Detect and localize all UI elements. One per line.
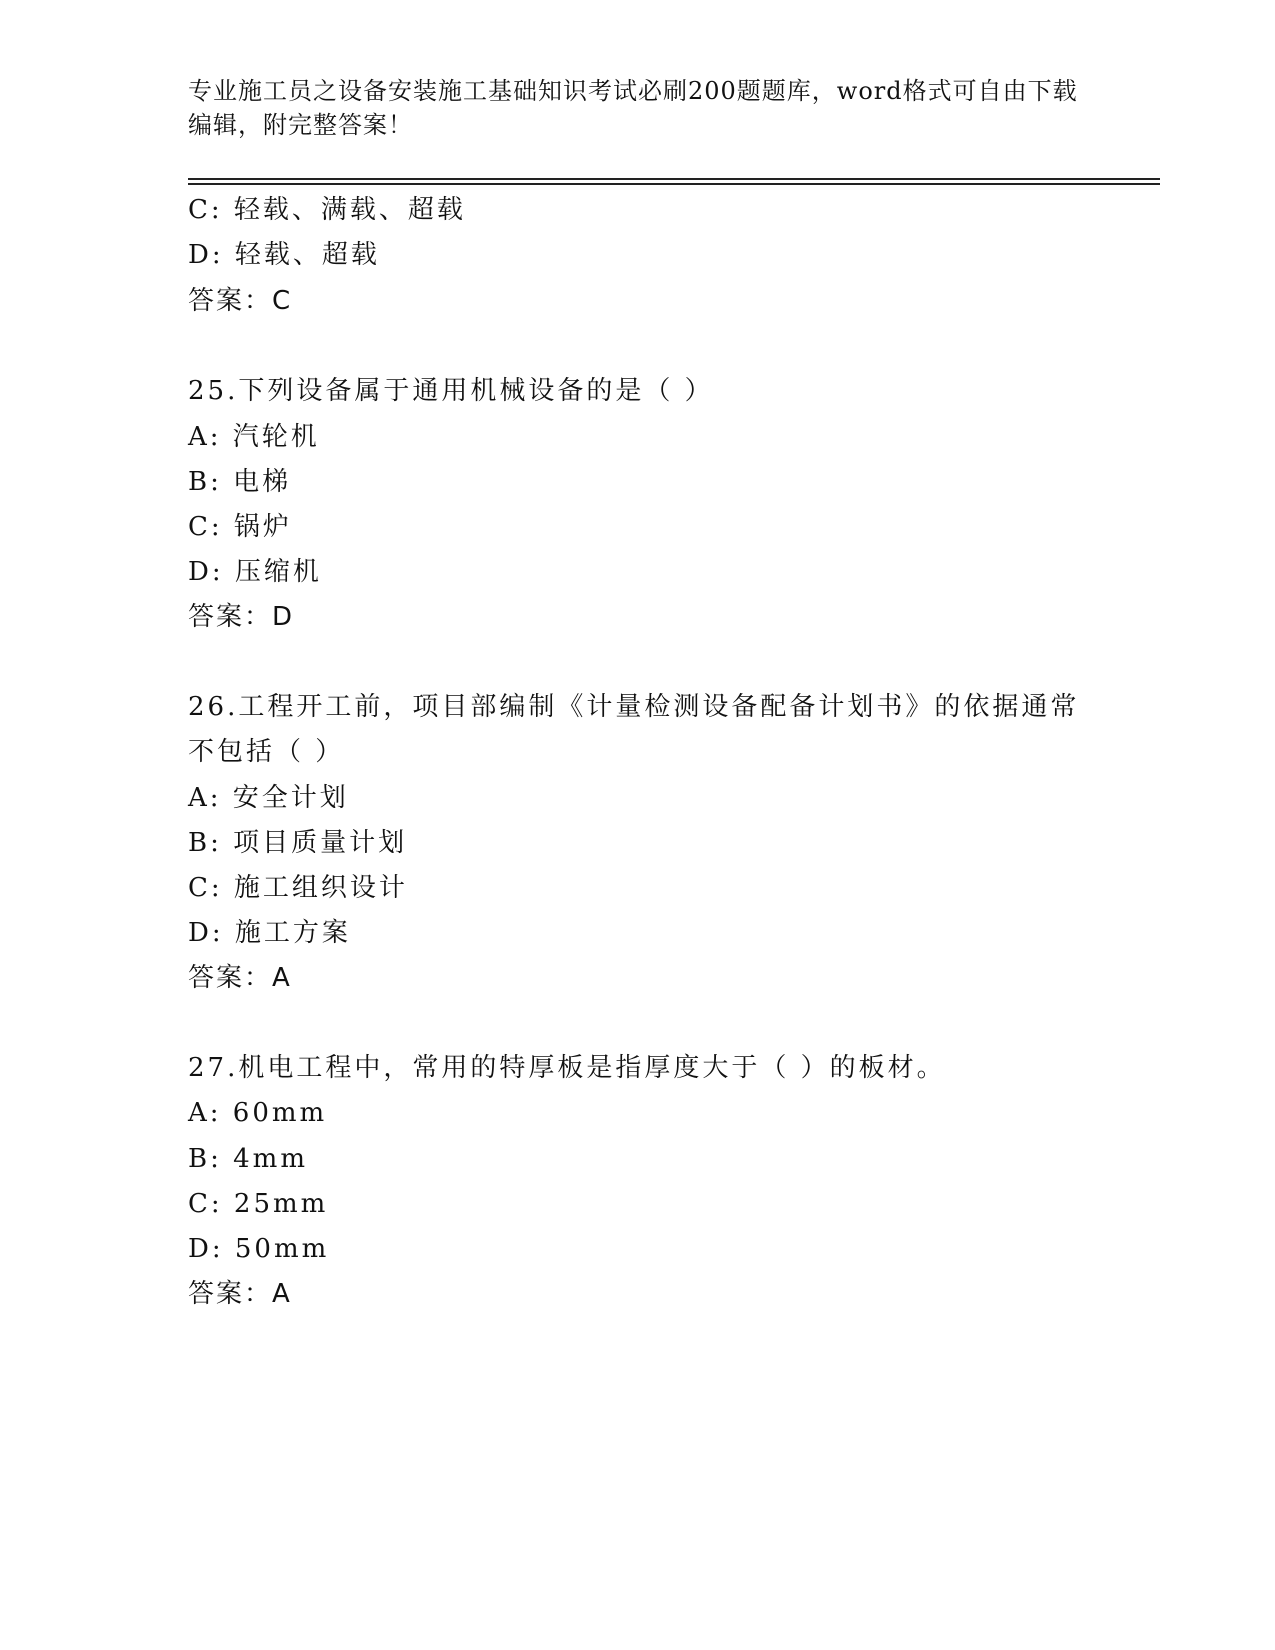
q26-option-a: A: 安全计划 xyxy=(188,783,349,813)
q26-option-b: B: 项目质量计划 xyxy=(188,828,408,858)
q27-stem: 27.机电工程中，常用的特厚板是指厚度大于（ ）的板材。 xyxy=(188,1053,946,1083)
q27-option-b: B: 4mm xyxy=(188,1144,308,1174)
q25-answer: 答案：D xyxy=(188,602,295,632)
q24-option-c: C: 轻载、满载、超载 xyxy=(188,195,466,225)
q25-stem: 25.下列设备属于通用机械设备的是（ ） xyxy=(188,376,714,406)
q26-stem-line-2: 不包括（ ） xyxy=(188,737,345,767)
q25-option-c: C: 锅炉 xyxy=(188,512,292,542)
q26-stem-line-1: 26.工程开工前，项目部编制《计量检测设备配备计划书》的依据通常 xyxy=(188,692,1080,722)
header-line-2: 编辑，附完整答案！ xyxy=(188,111,413,139)
header-divider-bottom xyxy=(188,183,1160,185)
q27-option-d: D: 50mm xyxy=(188,1234,330,1264)
q26-option-c: C: 施工组织设计 xyxy=(188,873,408,903)
q25-option-b: B: 电梯 xyxy=(188,467,292,497)
q27-option-a: A: 60mm xyxy=(188,1098,328,1128)
header-line-1: 专业施工员之设备安装施工基础知识考试必刷200题题库，word格式可自由下载 xyxy=(188,77,1078,105)
q25-option-a: A: 汽轮机 xyxy=(188,422,320,452)
q24-option-d: D: 轻载、超载 xyxy=(188,240,380,270)
q26-option-d: D: 施工方案 xyxy=(188,918,351,948)
q25-option-d: D: 压缩机 xyxy=(188,557,322,587)
q27-answer: 答案：A xyxy=(188,1279,292,1309)
q27-option-c: C: 25mm xyxy=(188,1189,329,1219)
q24-answer: 答案：C xyxy=(188,286,293,316)
document-header xyxy=(188,74,1088,142)
header-divider-top xyxy=(188,178,1160,180)
q26-answer: 答案：A xyxy=(188,963,292,993)
